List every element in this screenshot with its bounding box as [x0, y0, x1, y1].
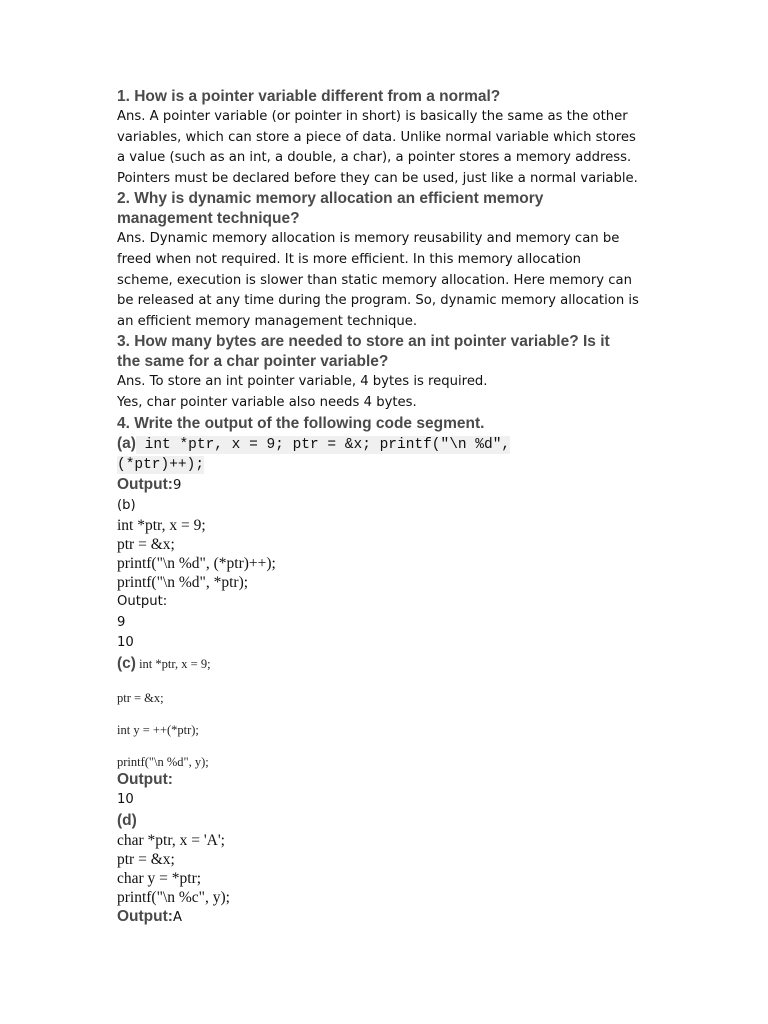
part-b-output-label: Output: — [117, 594, 168, 610]
answer-3 — [117, 372, 657, 413]
part-d-code-line: printf("\n %c", y); — [117, 888, 230, 906]
part-d-output-label: Output: — [117, 907, 173, 925]
answer-1 — [117, 107, 657, 189]
part-a-label: (a) — [117, 434, 136, 452]
answer-2-line: be released at any time during the program. So, dynamic memory allocation is — [117, 293, 639, 309]
part-b-label: (b) — [117, 497, 136, 513]
part-d-code-line: char *ptr, x = 'A'; — [117, 831, 225, 849]
answer-3-line: Ans. To store an int pointer variable, 4 bytes is required. — [117, 374, 488, 390]
part-c-code-line: int *ptr, x = 9; — [135, 656, 211, 671]
part-d-output — [117, 907, 657, 928]
question-4-heading: 4. Write the output of the following code segment. — [117, 414, 485, 432]
part-c-code-line: int y = ++(*ptr); — [117, 722, 199, 737]
question-2-line: 2. Why is dynamic memory allocation an efficient memory — [117, 190, 544, 208]
part-d-code-line: char y = *ptr; — [117, 869, 202, 887]
part-c-code-line: printf("\n %d", y); — [117, 754, 209, 769]
part-b-code-line: printf("\n %d", *ptr); — [117, 574, 249, 592]
part-c-first-line — [117, 654, 657, 674]
part-a-output — [117, 475, 657, 496]
answer-1-line: a value (such as an int, a double, a char), a pointer stores a memory address. — [117, 150, 632, 166]
part-a-code — [117, 434, 657, 455]
answer-2-line: freed when not required. It is more efficient. In this memory allocation — [117, 251, 581, 267]
part-b-code-line: int *ptr, x = 9; — [117, 517, 206, 535]
part-c-code-line: ptr = &x; — [117, 690, 164, 705]
question-2-heading — [117, 189, 657, 229]
part-d-code-line: ptr = &x; — [117, 850, 175, 868]
part-d-output-value: A — [172, 909, 182, 925]
part-c-output-value: 10 — [117, 791, 134, 807]
answer-1-line: Pointers must be declared before they can be used, just like a normal variable. — [117, 170, 638, 186]
part-a-output-value: 9 — [172, 477, 182, 493]
answer-1-line: Ans. A pointer variable (or pointer in short) is basically the same as the other — [117, 109, 628, 124]
question-1-heading: 1. How is a pointer variable different from a normal? — [117, 88, 501, 105]
question-3-line: 3. How many bytes are needed to store an int pointer variable? Is it — [117, 333, 610, 351]
answer-2-line: Ans. Dynamic memory allocation is memory reusability and memory can be — [117, 231, 620, 247]
answer-3-line: Yes, char pointer variable also needs 4 bytes. — [117, 394, 417, 410]
question-3-heading — [117, 332, 657, 372]
part-a-code-cont — [117, 455, 657, 475]
part-a-code-line-2: (*ptr)++); — [117, 456, 205, 473]
document-content — [117, 87, 657, 928]
question-2-line: management technique? — [117, 210, 300, 228]
answer-2-line: scheme, execution is slower than static memory allocation. Here memory can — [117, 272, 632, 288]
part-b-code-line: ptr = &x; — [117, 536, 175, 554]
answer-1-line: variables, which can store a piece of data. Unlike normal variable which stores — [117, 129, 636, 145]
part-b-output-value: 9 — [117, 614, 126, 630]
part-a-code-line-1: int *ptr, x = 9; ptr = &x; printf("\n %d", — [135, 436, 511, 453]
answer-2-line: an efficient memory management technique. — [117, 313, 418, 329]
part-a-output-label: Output: — [117, 475, 173, 493]
answer-2 — [117, 229, 657, 332]
part-c-output-label: Output: — [117, 770, 173, 788]
part-b-code-line: printf("\n %d", (*ptr)++); — [117, 555, 276, 573]
part-c-label: (c) — [117, 654, 136, 672]
part-d-label: (d) — [117, 811, 137, 829]
question-3-line: the same for a char pointer variable? — [117, 353, 389, 371]
part-b-output-value: 10 — [117, 635, 134, 651]
